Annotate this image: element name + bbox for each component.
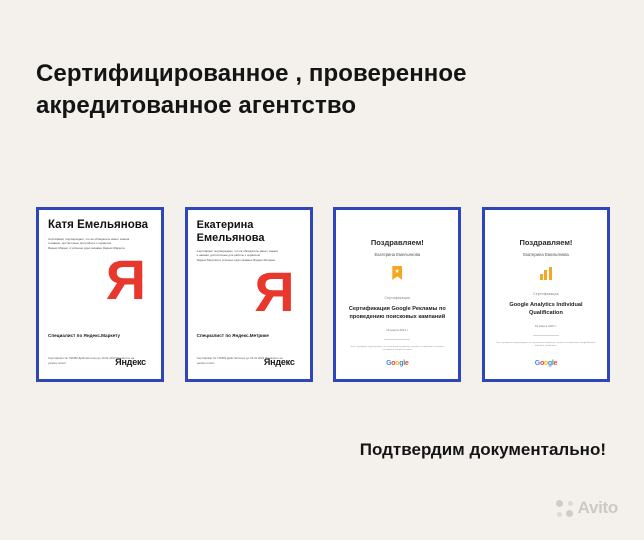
certificate-congrats: Поздравляем! (519, 238, 573, 247)
google-logo-icon: Google (534, 360, 558, 367)
award-ribbon-icon: ★ (390, 266, 404, 284)
certificate-holder-name: Екатерина Емельянова (523, 252, 569, 257)
bar-chart-icon (537, 266, 554, 280)
divider (384, 339, 410, 340)
certificate-speciality: Специалист по Яндекс.Метрике (196, 332, 269, 338)
certificate-speciality: Специалист по Яндекс.Маркету (48, 332, 121, 338)
yandex-brand-logo-icon: Яндекс (263, 357, 295, 367)
certificate-congrats: Поздравляем! (370, 238, 424, 247)
certificate-holder-name: Екатерина Емельянова (374, 252, 421, 257)
yandex-letter-icon: Я (254, 259, 295, 323)
divider (533, 335, 559, 336)
certificate-subtitle: Сертификация (384, 296, 411, 300)
avito-wordmark: Avito (577, 498, 618, 517)
certificate-card-google-ads[interactable] (333, 207, 461, 382)
certificates-row (36, 207, 610, 382)
avito-watermark (556, 498, 618, 518)
certificate-description: Сертификат подтверждает, что её обладатель имеет знания и навыки, достаточные для работы с сервисом Яндекс.Метрика и успешно сдал экзамен Яндекс.Метрики (196, 249, 278, 262)
yandex-brand-logo-icon: Яндекс (115, 357, 146, 367)
yandex-letter-icon: Я (105, 247, 146, 311)
certificate-note: Этот сертификат подтверждает, что указанный специалист прошёл тестирование и получил сертификат Google Рекламы. (350, 345, 445, 352)
certificate-card-yandex-metrika[interactable] (185, 207, 313, 382)
certificate-description: Сертификат подтверждает, что её обладатель имеет знания и навыки, достаточные для работы с сервисом Яндекс.Маркет и успешно сдал экзамен Яндекс.Маркета (48, 237, 130, 250)
headline-line-2: акредитованное агентство (36, 91, 357, 119)
certificate-date: 19 марта 2021 г. (534, 323, 558, 328)
certificate-holder-name: Катя Емельянова (48, 219, 149, 231)
certificate-card-google-analytics[interactable] (482, 207, 610, 382)
certificate-title: Сертификация Google Рекламы по проведению поисковых кампаний (348, 306, 446, 321)
yandex-logo-area (48, 247, 152, 373)
certificate-note: Этот сертификат подтверждает, что указанный специалист прошёл тестирование Google Analytics Individual Qualification. (495, 341, 597, 348)
certificate-title: Google Analytics Individual Qualification (509, 302, 583, 317)
avito-logo-icon (556, 500, 573, 517)
google-logo-icon: Google (386, 360, 409, 367)
footer-note: Подтвердим документально! (359, 440, 606, 459)
certificate-holder-name: Екатерина Емельянова (196, 219, 265, 244)
certificate-card-yandex-market[interactable] (36, 207, 164, 382)
certificate-meta: Сертификат № 746481 Действителен до 19.01.2023 Проверить на yandex.ru/cert (196, 356, 283, 365)
page-title (36, 58, 596, 122)
certificate-meta: Сертификат № 746480 Действителен до 19.01.2023 Проверить на yandex.ru/cert (48, 356, 135, 365)
certificate-date: 19 марта 2021 г. (386, 327, 409, 332)
certificate-subtitle: Сертификация (533, 292, 559, 296)
yandex-logo-area (196, 259, 301, 373)
headline-line-1: Сертифицированное , проверенное (36, 60, 467, 87)
